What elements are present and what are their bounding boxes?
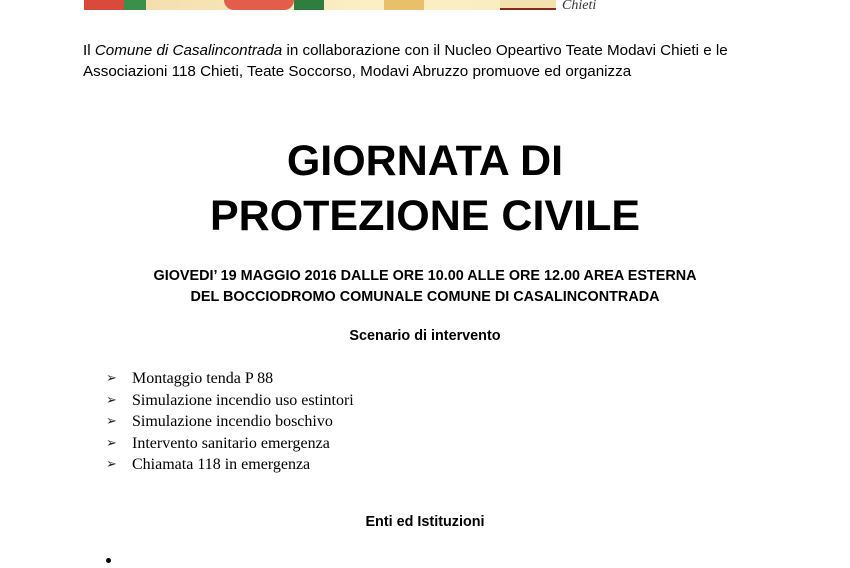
arrow-bullet-icon: ➢ [106,435,117,451]
logo-seal [500,0,556,10]
list-item-text: Simulazione incendio uso estintori [132,391,354,409]
enti-heading: Enti ed Istituzioni [365,514,485,530]
intro-rest: in collaborazione con il Nucleo Opeartivo Teate Modavi Chieti e le Associazioni 118 Chieti, Teate Soccorso, Modavi Abruzzo promuove ed organizza [83,42,728,80]
title-line-1: GIORNATA DI [286,137,564,185]
page-title [0,134,850,244]
list-item [106,454,354,476]
banner-shape [294,0,324,10]
list-item-text: Montaggio tenda P 88 [132,370,274,387]
arrow-bullet-icon: ➢ [106,392,117,408]
scenario-list [106,368,354,476]
list-item-text: Intervento sanitario emergenza [132,434,330,452]
banner-shape [84,0,124,10]
event-line-1: GIOVEDI’ 19 MAGGIO 2016 DALLE ORE 10.00 ALLE ORE 12.00 AREA ESTERNA [153,268,697,284]
list-item [106,433,354,455]
title-line-2: PROTEZIONE CIVILE [209,192,641,240]
location-label: Chieti [562,0,597,13]
event-details [0,266,850,308]
comune-name: Comune di Casalincontrada [94,42,283,59]
arrow-bullet-icon: ➢ [106,414,117,429]
arrow-bullet-icon: ➢ [106,457,117,472]
list-item-text: Simulazione incendio boschivo [132,413,333,430]
intro-paragraph [83,40,773,82]
header-banner [84,0,554,10]
bullet-dot-icon [106,558,111,563]
banner-shape [384,0,424,10]
event-line-2: DEL BOCCIODROMO COMUNALE COMUNE DI CASALINCONTRADA [190,289,660,305]
list-item [106,368,354,390]
list-item [106,411,354,433]
banner-shape [124,0,146,10]
list-item-text: Chiamata 118 in emergenza [132,456,311,473]
banner-shape [224,0,294,10]
intro-prefix: Il [83,42,95,59]
list-item [106,390,354,412]
arrow-bullet-icon: ➢ [106,371,117,386]
scenario-heading: Scenario di intervento [349,328,501,344]
